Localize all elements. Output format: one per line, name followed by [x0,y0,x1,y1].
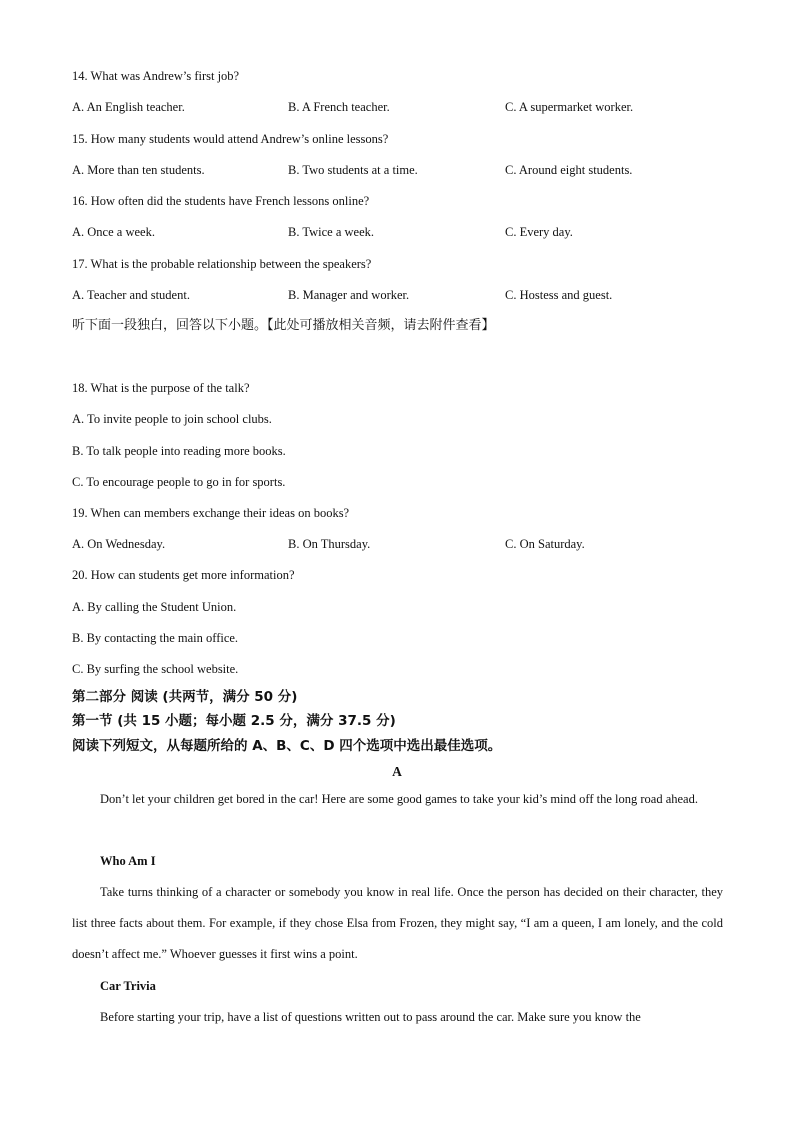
question-16: 16. How often did the students have French lessons online? [72,194,370,208]
question-17: 17. What is the probable relationship between the speakers? [72,257,372,271]
question-14: 14. What was Andrew’s first job? [72,69,240,83]
reading-instruction: 阅读下列短文，从每题所给的 A、B、C、D 四个选项中选出最佳选项。 [72,738,502,754]
question-20-option-c: C. By surfing the school website. [72,662,239,676]
who-am-i-paragraph: Take turns thinking of a character or somebody you know in real life. Once the person has decided on their character, they list three facts about them. For example, if they chose Elsa from Frozen, they might say, “I am a queen, I am lonely, and the cold doesn’t affect me.” Whoever guesses it first wins a point. [72,885,723,962]
monologue-instruction: 听下面一段独白，回答以下小题。【此处可播放相关音频，请去附件查看】 [72,318,495,333]
passage-letter: A [392,764,402,779]
question-16-option-a: A. Once a week. [72,225,155,239]
question-15: 15. How many students would attend Andrew’s online lessons? [72,132,389,146]
car-trivia-paragraph: Before starting your trip, have a list of questions written out to pass around the car. Make sure you know the [100,1010,641,1024]
part2-title: 第二部分 阅读 (共两节，满分 50 分) [72,689,298,705]
question-20-option-b: B. By contacting the main office. [72,631,239,645]
question-19-option-a: A. On Wednesday. [72,537,166,551]
question-19-option-c: C. On Saturday. [505,537,585,551]
question-16-option-c: C. Every day. [505,225,573,239]
section1-title: 第一节 (共 15 小题；每小题 2.5 分，满分 37.5 分) [72,713,396,729]
question-17-option-c: C. Hostess and guest. [505,288,613,302]
question-15-option-c: C. Around eight students. [505,163,633,177]
subheading-who-am-i: Who Am I [100,854,156,868]
question-18: 18. What is the purpose of the talk? [72,381,250,395]
passage-intro: Don’t let your children get bored in the car! Here are some good games to take your kid’s mind off the long road ahead. [100,792,698,806]
question-18-option-b: B. To talk people into reading more books. [72,444,286,458]
question-20-option-a: A. By calling the Student Union. [72,600,237,614]
question-17-option-a: A. Teacher and student. [72,288,190,302]
question-19: 19. When can members exchange their ideas on books? [72,506,350,520]
question-16-option-b: B. Twice a week. [288,225,375,239]
question-18-option-c: C. To encourage people to go in for sports. [72,475,286,489]
question-15-option-a: A. More than ten students. [72,163,205,177]
question-14-option-a: A. An English teacher. [72,100,185,114]
subheading-car-trivia: Car Trivia [100,979,156,993]
question-14-option-b: B. A French teacher. [288,100,390,114]
question-19-option-b: B. On Thursday. [288,537,371,551]
question-20: 20. How can students get more information? [72,568,295,582]
question-17-option-b: B. Manager and worker. [288,288,410,302]
question-14-option-c: C. A supermarket worker. [505,100,634,114]
question-18-option-a: A. To invite people to join school clubs. [72,412,272,426]
question-15-option-b: B. Two students at a time. [288,163,418,177]
